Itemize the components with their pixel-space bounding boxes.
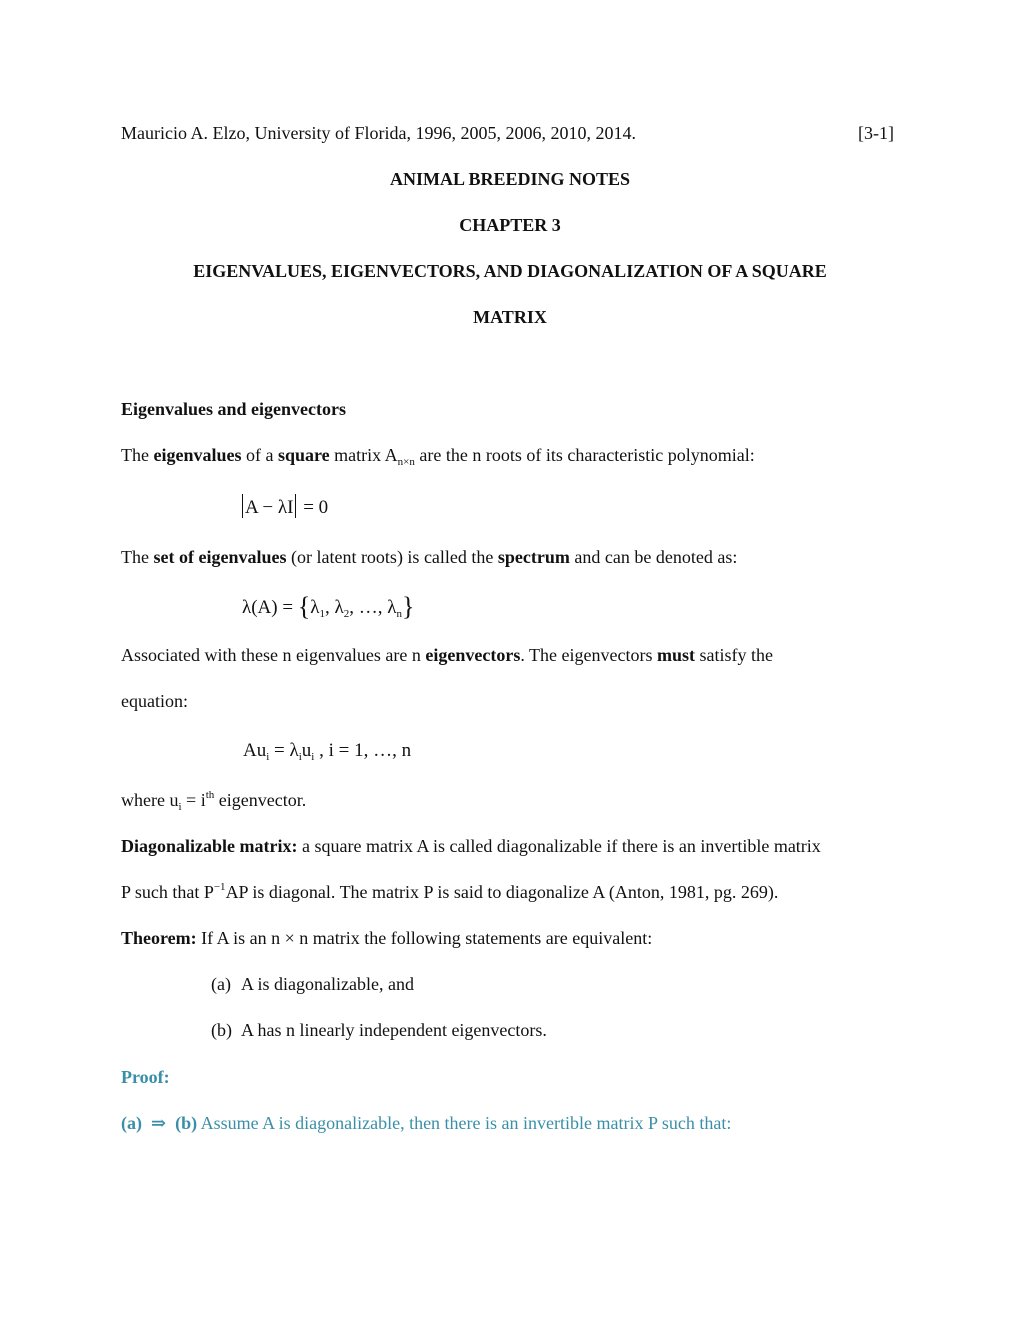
- subscript: 2: [343, 608, 350, 620]
- proof-direction-a: (a): [121, 1113, 142, 1133]
- subscript: i: [298, 751, 302, 763]
- theorem-item: [211, 1019, 547, 1041]
- text-run: The: [121, 547, 154, 567]
- superscript: th: [205, 789, 215, 801]
- equation-inner: A − λI: [245, 497, 294, 518]
- subscript: 1: [319, 608, 326, 620]
- determinant-bar-right: [295, 494, 296, 518]
- paragraph-eigenvectors-line1: [121, 644, 773, 666]
- text-run: If A is an n × n matrix the following statements are equivalent:: [196, 928, 653, 948]
- definition-label: Diagonalizable matrix:: [121, 836, 298, 856]
- item-label: (b): [211, 1020, 232, 1040]
- eq-term: , i = 1, …, n: [314, 740, 412, 761]
- text-run: satisfy the: [695, 645, 774, 665]
- section-heading: Eigenvalues and eigenvectors: [121, 399, 346, 419]
- bold-term-must: must: [657, 645, 696, 665]
- characteristic-equation: [240, 494, 328, 519]
- implies-arrow-icon: ⇒: [151, 1113, 167, 1133]
- theorem-label: Theorem:: [121, 928, 197, 948]
- lambda: λ: [310, 597, 320, 618]
- subscript: i: [266, 751, 270, 763]
- proof-heading: Proof:: [121, 1067, 170, 1087]
- determinant-bar-left: [242, 494, 243, 518]
- subscript: i: [311, 751, 315, 763]
- text-run: and can be denoted as:: [569, 547, 738, 567]
- proof-direction-line: [121, 1112, 731, 1134]
- superscript: −1: [213, 881, 226, 893]
- text-run: Associated with these n eigenvalues are n: [121, 645, 426, 665]
- text-run: AP is diagonal. The matrix P is said to diagonalize A (Anton, 1981, pg. 269).: [225, 882, 779, 902]
- bold-term-eigenvalues: eigenvalues: [153, 445, 242, 465]
- chapter-title-line2: MATRIX: [473, 307, 547, 327]
- text-run: Assume A is diagonalizable, then there is an invertible matrix P such that:: [197, 1113, 732, 1133]
- text-run: eigenvector.: [214, 790, 307, 810]
- paragraph-eigenvectors-line2: equation:: [121, 691, 188, 711]
- equation-lhs: λ(A) =: [242, 597, 298, 618]
- text-run: are the n roots of its characteristic polynomial:: [414, 445, 755, 465]
- text-run: The: [121, 445, 154, 465]
- text-run: . The eigenvectors: [520, 645, 657, 665]
- subscript: n: [396, 608, 402, 620]
- text-run: a square matrix A is called diagonalizable if there is an invertible matrix: [297, 836, 821, 856]
- matrix-dimension-subscript: n×n: [397, 456, 415, 468]
- where-clause: [121, 789, 306, 814]
- paragraph-eigenvalues: [121, 444, 755, 469]
- brace-close: }: [401, 592, 415, 621]
- page-reference: [3-1]: [858, 123, 894, 143]
- item-text: A has n linearly independent eigenvectors.: [241, 1020, 547, 1040]
- item-label: (a): [211, 974, 231, 994]
- lambda: , λ: [325, 597, 344, 618]
- chapter-label: CHAPTER 3: [459, 215, 561, 235]
- paragraph-spectrum: [121, 546, 737, 568]
- text-run: matrix A: [329, 445, 398, 465]
- spectrum-equation: [242, 592, 415, 621]
- header-attribution: Mauricio A. Elzo, University of Florida, 1996, 2005, 2006, 2010, 2014.: [121, 123, 636, 143]
- theorem-item: [211, 973, 414, 995]
- eq-term: = λ: [269, 740, 299, 761]
- lambda: , …, λ: [349, 597, 397, 618]
- item-text: A is diagonalizable, and: [241, 974, 414, 994]
- text-run: (or latent roots) is called the: [286, 547, 498, 567]
- diagonalizable-definition-line1: [121, 835, 821, 857]
- text-run: where u: [121, 790, 179, 810]
- book-title: ANIMAL BREEDING NOTES: [389, 169, 631, 189]
- theorem-statement: [121, 927, 652, 949]
- subscript: i: [178, 801, 182, 813]
- bold-term-square: square: [277, 445, 330, 465]
- text-run: = i: [181, 790, 206, 810]
- equation-rhs: = 0: [298, 497, 329, 518]
- eigen-equation: [243, 740, 411, 764]
- diagonalizable-definition-line2: [121, 881, 778, 906]
- text-run: of a: [241, 445, 278, 465]
- proof-direction-b: (b): [175, 1113, 198, 1133]
- chapter-title-line1: EIGENVALUES, EIGENVECTORS, AND DIAGONALIZATION OF A SQUARE: [193, 261, 827, 281]
- bold-term-eigenvectors: eigenvectors: [425, 645, 521, 665]
- bold-term-set-of-eigenvalues: set of eigenvalues: [153, 547, 287, 567]
- text-run: P such that P: [121, 882, 214, 902]
- brace-open: {: [297, 592, 311, 621]
- eq-term: u: [301, 740, 312, 761]
- bold-term-spectrum: spectrum: [497, 547, 570, 567]
- eq-term: Au: [243, 740, 267, 761]
